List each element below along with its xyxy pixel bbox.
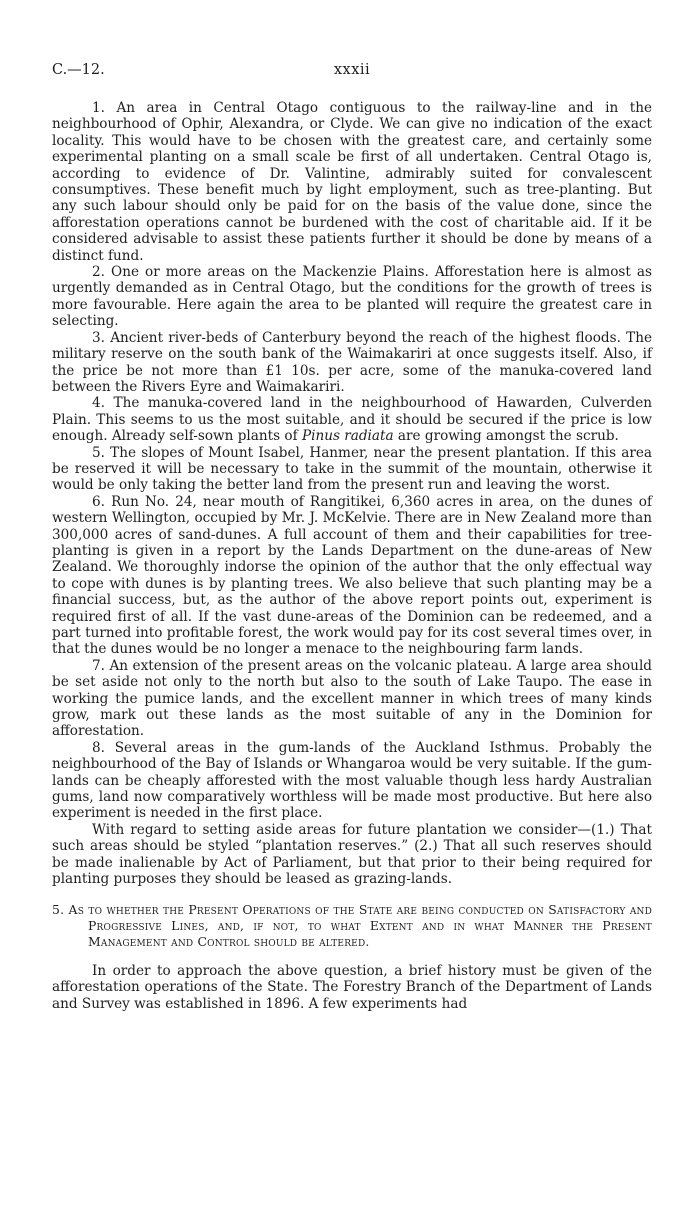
paragraph-7: 7. An extension of the present areas on the volcanic plateau. A large area should be set aside not only to the north but also to the south of Lake Taupo. The ease in working the pumice lands, and the excellent manner in which trees of many kinds grow, mark out these lands as the most suitable of any in the Dominion for afforestation. — [52, 657, 652, 740]
page-number: xxxii — [333, 62, 371, 78]
species-name: Pinus radiata — [301, 428, 394, 445]
page-header — [52, 62, 652, 88]
paragraph-5: 5. The slopes of Mount Isabel, Hanmer, near the present plantation. If this area be reserved it will be necessary to take in the summit of the mountain, otherwise it would be only taking the better land from the present run and leaving the worst. — [52, 444, 652, 494]
section-number: 5. — [52, 901, 65, 917]
section-heading — [52, 902, 652, 951]
section-paragraph: In order to approach the above question, a brief history must be given of the afforestation operations of the State. The Forestry Branch of the Department of Lands and Survey was established in 1896. A few experiments had — [52, 962, 652, 1012]
paragraph-6: 6. Run No. 24, near mouth of Rangitikei, 6,360 acres in area, on the dunes of western Wellington, occupied by Mr. J. McKelvie. There are in New Zealand more than 300,000 acres of sand-dunes. A full account of them and their capabilities for tree-planting is given in a report by the Lands Department on the dune-areas of New Zealand. We thoroughly indorse the opinion of the author that the only effectual way to cope with dunes is by planting trees. We also believe that such planting may be a financial success, but, as the author of the above report points out, experiment is required first of all. If the vast dune-areas of the Dominion can be redeemed, and a part turned into profitable forest, the work would pay for its cost several times over, in that the dunes would be no longer a menace to the neighbouring farm lands. — [52, 493, 652, 658]
section-title: As to whether the Present Operations of the State are being conducted on Satisfactory and Progressive Lines, and, if not, to what Extent and in what Manner the Present Management and Control should be altered. — [68, 901, 653, 950]
section-body — [52, 963, 652, 1012]
document-reference: C.—12. — [52, 62, 105, 78]
paragraph-1: 1. An area in Central Otago contiguous to the railway-line and in the neighbourhood of Ophir, Alexandra, or Clyde. We can give no indication of the exact locality. This would have to be chosen with the greatest care, and certainly some experimental planting on a small scale be first of all undertaken. Central Otago is, according to evidence of Dr. Valintine, admirably suited for convalescent consumptives. These benefit much by light employment, such as tree-planting. But any such labour should only be paid for on the basis of the value done, since the afforestation operations cannot be burdened with the cost of charitable aid. If it be considered advisable to assist these patients further it should be done by means of a distinct fund. — [52, 100, 652, 264]
body-text — [52, 100, 652, 888]
paragraph-3: 3. Ancient river-beds of Canterbury beyond the reach of the highest floods. The military reserve on the south bank of the Waimakariri at once suggests itself. Also, if the price be not more than £1 10s. per acre, some of the manuka-covered land between the Rivers Eyre and Waimakariri. — [52, 329, 652, 395]
paragraph-2: 2. One or more areas on the Mackenzie Plains. Afforestation here is almost as urgently demanded as in Central Otago, but the conditions for the growth of trees is more favourable. Here again the area to be planted will require the greatest care in selecting. — [52, 264, 652, 330]
paragraph-considerations: With regard to setting aside areas for future plantation we consider—(1.) That such areas should be styled “plantation reserves.” (2.) That all such reserves should be made inalienable by Act of Parliament, but that prior to their being required for planting purposes they should be leased as grazing-lands. — [52, 821, 652, 888]
paragraph-8: 8. Several areas in the gum-lands of the Auckland Isthmus. Probably the neighbourhood of the Bay of Islands or Whangaroa would be very suitable. If the gum-lands can be cheaply afforested with the most valuable though less hardy Australian gums, land now comparatively worthless will be made most productive. But here also experiment is needed in the first place. — [52, 739, 652, 822]
paragraph-4: 4. The manuka-covered land in the neighbourhood of Hawarden, Culverden Plain. This seems to us the most suitable, and it should be secured if the price is low enough. Already self-sown plants of Pinus radiata are growing amongst the scrub. — [52, 395, 652, 445]
